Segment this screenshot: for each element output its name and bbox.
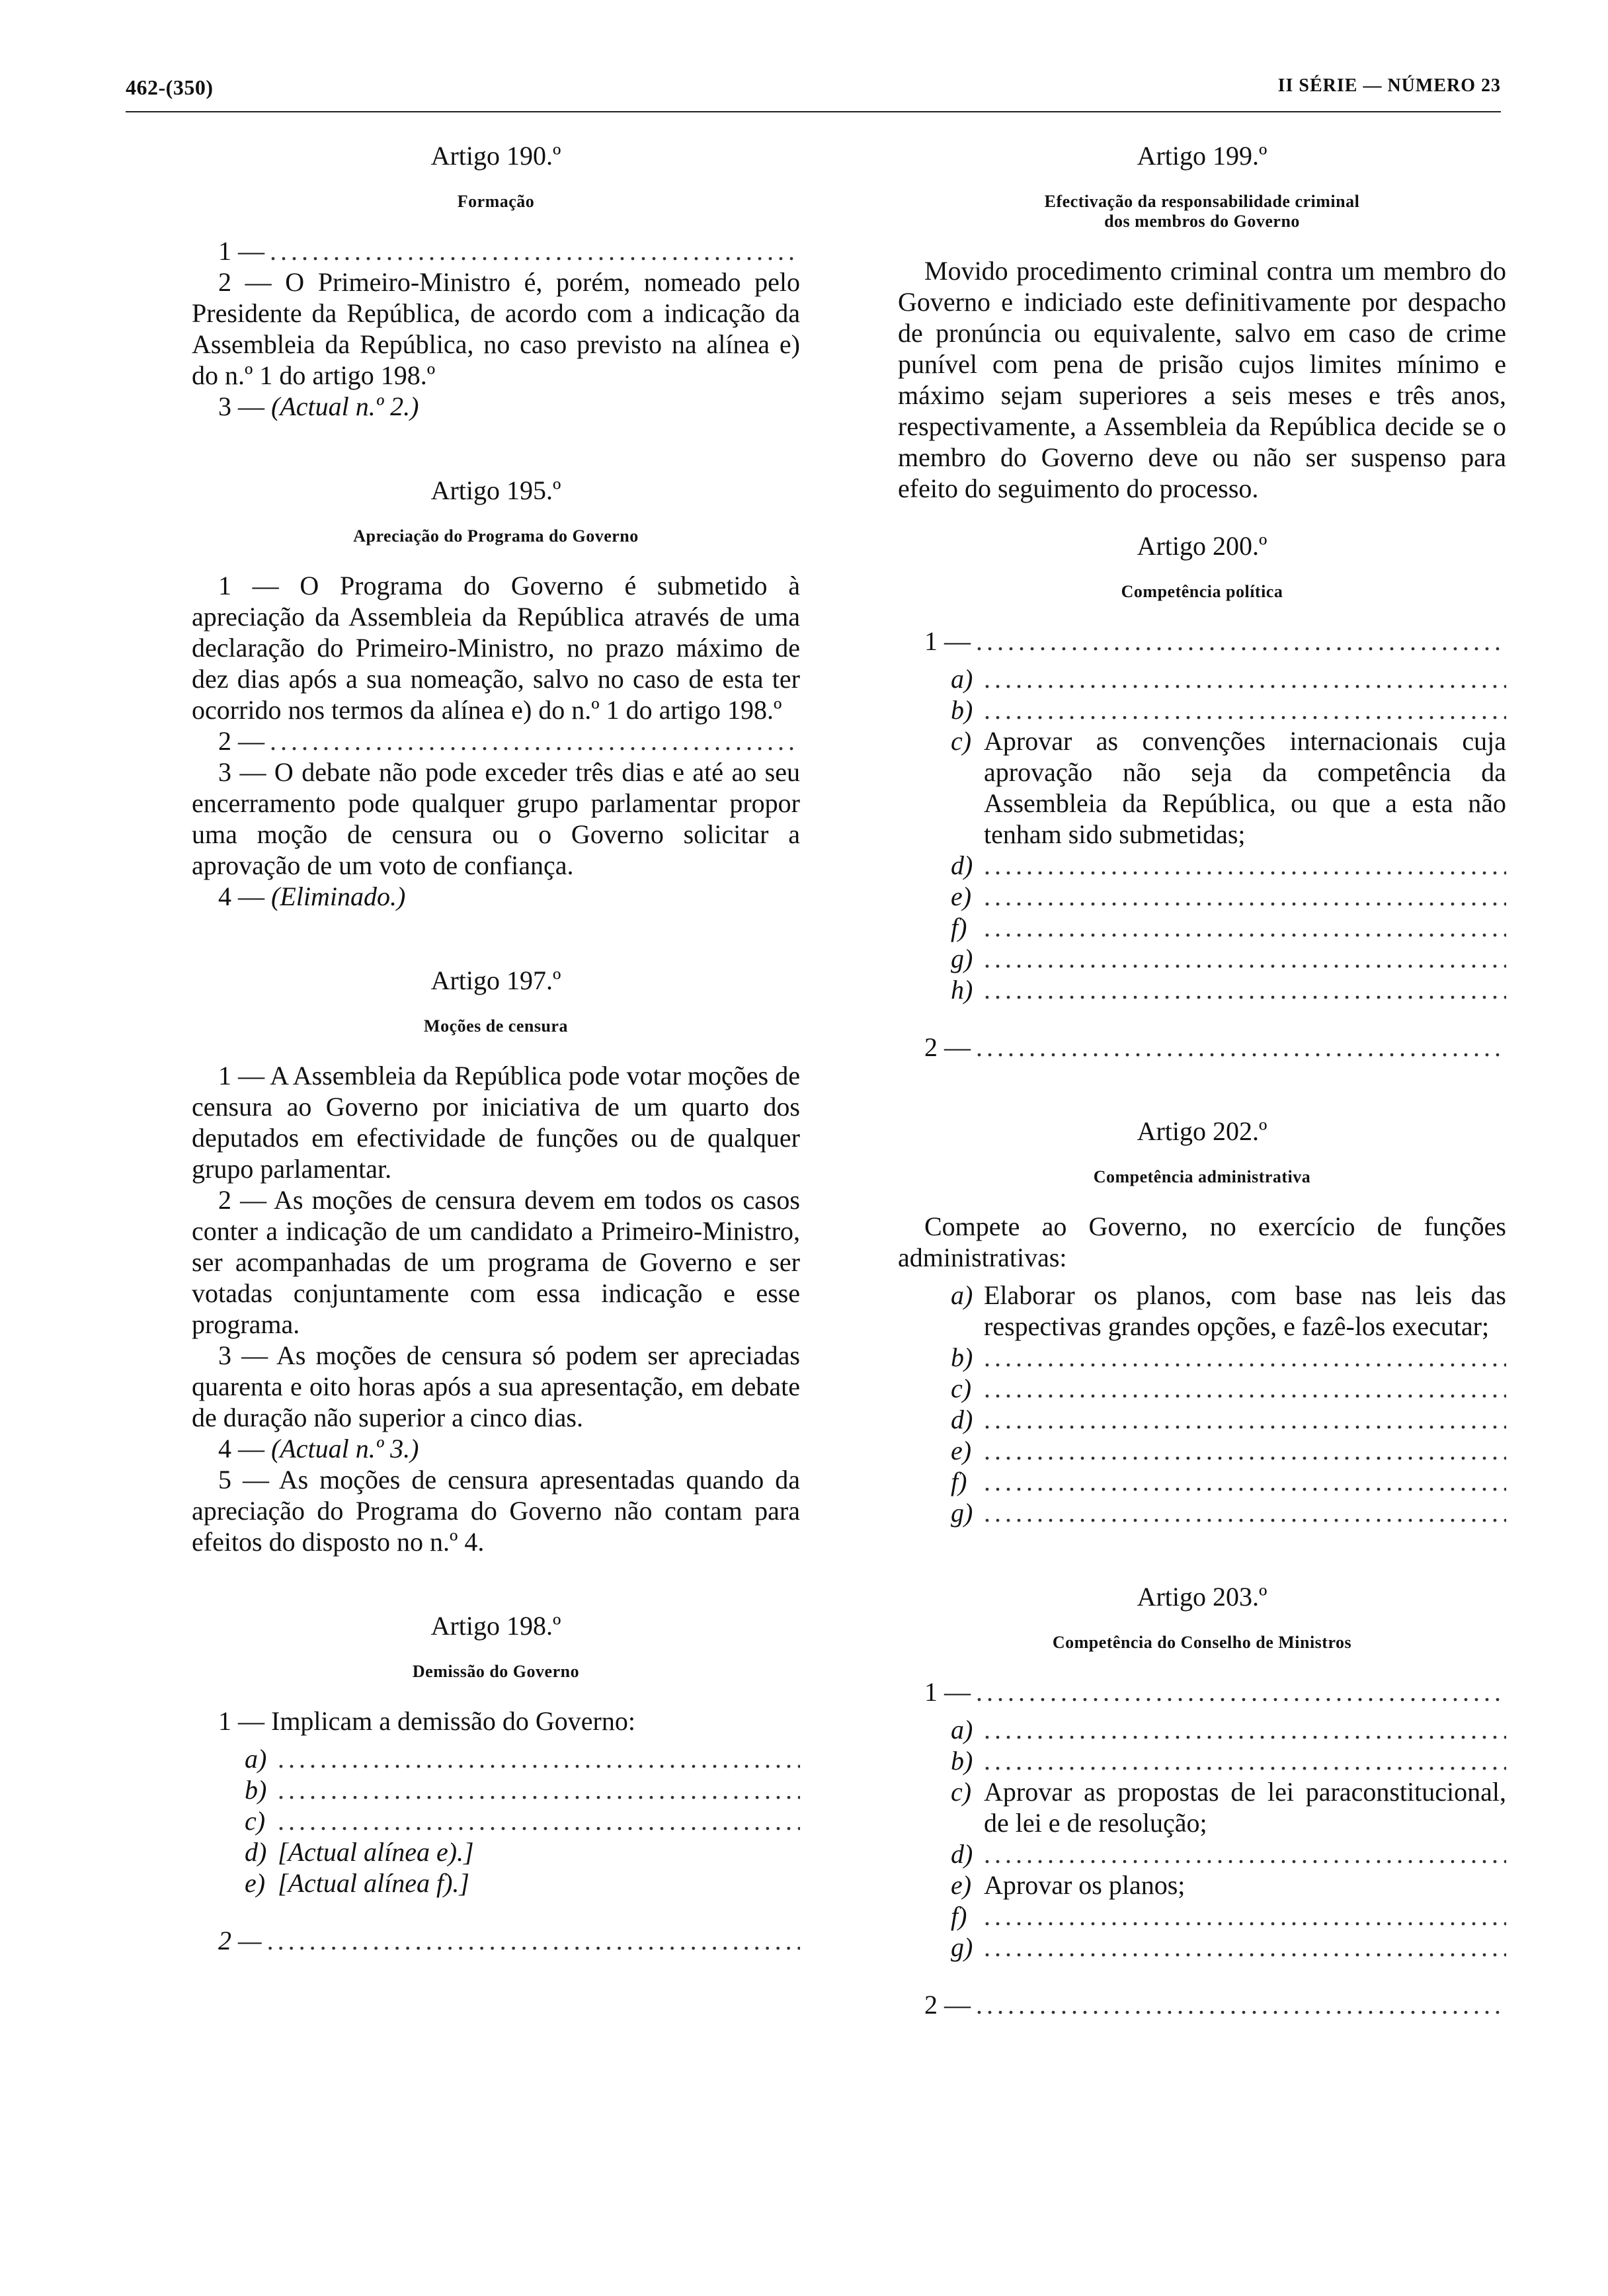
list-item	[245, 1836, 800, 1867]
list-item	[951, 663, 1506, 694]
item-key: g)	[951, 1498, 973, 1528]
paragraph-number: 3 —	[218, 391, 264, 421]
paragraph: 1 — O Programa do Governo é submetido à apreciação da Assembleia da República através de uma declaração do Primeiro-Ministro, no prazo máximo de dez dias após a sua nomeação, salvo no caso de esta ter ocorrido nos termos da alínea e) do n.º 1 do artigo 198.º	[192, 571, 800, 725]
paragraph-number: 2 —	[218, 1926, 262, 1955]
item-text: [Actual alínea f).]	[278, 1868, 469, 1898]
header-rule	[126, 111, 1501, 112]
paragraph: 3 — O debate não pode exceder três dias e até ao seu encerramento pode qualquer grupo parlamentar propor uma moção de censura ou o Governo solicitar a aprovação de um voto de confiança.	[192, 757, 800, 880]
list-item	[951, 943, 1506, 974]
article-190	[192, 140, 800, 422]
paragraph: Movido procedimento criminal contra um membro do Governo e indiciado este definitivamente por despacho de pronúncia ou equivalente, salvo em caso de crime punível com pena de prisão cujos limites mínimo e máximo sejam superiores a seis meses e três anos, respectivamente, a Assembleia da República decide se o membro do Governo deve ou não ser suspenso para efeito do seguimento do processo.	[898, 256, 1506, 503]
list-item	[951, 850, 1506, 881]
item-key: f)	[951, 1467, 967, 1496]
item-list	[898, 1714, 1506, 1963]
paragraph-number: 4 —	[218, 1434, 264, 1463]
item-key: b)	[245, 1775, 267, 1805]
item-key: f)	[951, 913, 967, 942]
article-subtitle: Formação	[457, 192, 535, 211]
list-item	[951, 1280, 1506, 1342]
list-item	[951, 1745, 1506, 1776]
article-203	[898, 1581, 1506, 2020]
dotted-paragraph	[898, 626, 1506, 657]
article-197	[192, 965, 800, 1557]
article-subtitle: Demissão do Governo	[412, 1662, 580, 1681]
list-item	[951, 1342, 1506, 1373]
item-list	[192, 1743, 800, 1899]
paragraph-note: (Actual n.º 2.)	[271, 391, 419, 421]
item-list	[898, 1280, 1506, 1528]
list-item	[245, 1774, 800, 1805]
article-subtitle: Competência política	[1121, 582, 1283, 601]
item-key: a)	[951, 1715, 973, 1744]
list-item	[951, 1497, 1506, 1528]
article-title: Artigo 200.º	[1137, 531, 1267, 561]
list-item	[951, 1714, 1506, 1745]
item-text: Aprovar as propostas de lei paraconstitucional, de lei e de resolução;	[984, 1777, 1506, 1838]
list-item	[951, 912, 1506, 943]
article-202	[898, 1116, 1506, 1528]
article-title: Artigo 198.º	[430, 1611, 561, 1641]
article-title: Artigo 199.º	[1137, 141, 1267, 171]
item-text: [Actual alínea e).]	[278, 1837, 474, 1867]
item-text: Aprovar as convenções internacionais cuja aprovação não seja da competência da Assembleia da República, ou que a esta não tenham sido submetidas;	[984, 726, 1506, 849]
item-key: c)	[951, 726, 972, 756]
item-key: d)	[951, 850, 973, 880]
list-item	[951, 1373, 1506, 1404]
paragraph-number: 1 —	[924, 626, 971, 656]
article-subtitle: Apreciação do Programa do Governo	[353, 526, 639, 546]
item-key: a)	[951, 664, 973, 694]
paragraph-note: (Actual n.º 3.)	[271, 1434, 419, 1463]
item-key: c)	[951, 1777, 972, 1807]
article-195	[192, 475, 800, 912]
paragraph: 1 — Implicam a demissão do Governo:	[218, 1706, 635, 1736]
item-key: h)	[951, 975, 973, 1004]
item-key: f)	[951, 1901, 967, 1931]
item-list	[898, 663, 1506, 1005]
item-key: c)	[245, 1806, 266, 1836]
paragraph	[192, 881, 800, 912]
list-item	[951, 1901, 1506, 1932]
dotted-paragraph	[192, 725, 800, 757]
item-key: d)	[951, 1405, 973, 1434]
item-key: a)	[951, 1280, 973, 1310]
list-item	[951, 1435, 1506, 1466]
article-title: Artigo 197.º	[430, 965, 561, 995]
list-item	[951, 1932, 1506, 1963]
page-number: 462-(350)	[126, 75, 214, 99]
list-item	[951, 881, 1506, 912]
article-subtitle: Efectivação da responsabilidade criminal	[1044, 192, 1360, 211]
list-item	[951, 1466, 1506, 1497]
paragraph-note: (Eliminado.)	[271, 882, 406, 911]
item-key: g)	[951, 1932, 973, 1962]
article-199	[898, 140, 1506, 504]
article-title: Artigo 202.º	[1137, 1116, 1267, 1146]
paragraph-number: 1 —	[218, 236, 264, 266]
paragraph-number: 2 —	[218, 726, 264, 756]
article-200	[898, 530, 1506, 1063]
item-key: b)	[951, 695, 973, 725]
paragraph-number: 4 —	[218, 882, 264, 911]
list-item	[951, 974, 1506, 1005]
item-key: b)	[951, 1746, 973, 1776]
list-item	[951, 1869, 1506, 1901]
paragraph: 3 — As moções de censura só podem ser apreciadas quarenta e oito horas após a sua apresentação, em debate de duração não superior a cinco dias.	[192, 1340, 800, 1432]
dotted-paragraph	[898, 1989, 1506, 2020]
paragraph: 2 — O Primeiro-Ministro é, porém, nomeado pelo Presidente da República, de acordo com a indicação da Assembleia da República, no caso previsto na alínea e) do n.º 1 do artigo 198.º	[192, 267, 800, 390]
item-key: c)	[951, 1374, 972, 1403]
item-key: e)	[245, 1868, 266, 1898]
dotted-paragraph	[898, 1676, 1506, 1707]
paragraph-number: 2 —	[924, 1032, 971, 1062]
paragraph: 5 — As moções de censura apresentadas quando da apreciação do Programa do Governo não contam para efeitos do disposto no n.º 4.	[192, 1465, 800, 1557]
item-key: e)	[951, 1870, 972, 1900]
item-text: Elaborar os planos, com base nas leis das respectivas grandes opções, e fazê-los executar;	[984, 1280, 1506, 1341]
list-item	[245, 1805, 800, 1836]
item-key: e)	[951, 882, 972, 911]
list-item	[951, 1776, 1506, 1838]
paragraph: 2 — As moções de censura devem em todos os casos conter a indicação de um candidato a Primeiro-Ministro, ser acompanhadas de um programa de Governo e ser votadas conjuntamente com essa indicação e esse programa.	[192, 1185, 800, 1339]
list-item	[951, 1838, 1506, 1869]
series-header: II SÉRIE — NÚMERO 23	[1277, 75, 1501, 96]
article-title: Artigo 195.º	[430, 475, 561, 505]
dotted-paragraph	[898, 1032, 1506, 1063]
list-item	[245, 1867, 800, 1899]
item-key: e)	[951, 1436, 972, 1465]
list-item	[245, 1743, 800, 1774]
item-key: d)	[245, 1837, 267, 1867]
article-title: Artigo 203.º	[1137, 1582, 1267, 1612]
item-key: b)	[951, 1342, 973, 1372]
paragraph	[192, 391, 800, 422]
item-key: a)	[245, 1744, 267, 1774]
article-198	[192, 1610, 800, 1956]
article-subtitle: Competência do Conselho de Ministros	[1052, 1633, 1352, 1652]
dotted-paragraph	[192, 1925, 800, 1956]
article-title: Artigo 190.º	[430, 141, 561, 171]
list-item	[951, 694, 1506, 725]
article-subtitle: dos membros do Governo	[1104, 212, 1300, 231]
paragraph: 1 — A Assembleia da República pode votar moções de censura ao Governo por iniciativa de um quarto dos deputados em efectividade de funções ou de qualquer grupo parlamentar.	[192, 1061, 800, 1184]
left-column	[192, 140, 800, 1956]
paragraph	[192, 1433, 800, 1464]
list-item	[951, 1404, 1506, 1435]
dotted-paragraph	[192, 235, 800, 266]
item-key: g)	[951, 944, 973, 973]
article-subtitle: Moções de censura	[424, 1016, 568, 1036]
item-text: Aprovar os planos;	[984, 1870, 1186, 1900]
right-column	[898, 140, 1506, 2020]
paragraph-number: 2 —	[924, 1990, 971, 2020]
paragraph: Compete ao Governo, no exercício de funções administrativas:	[898, 1211, 1506, 1272]
item-key: d)	[951, 1839, 973, 1869]
article-subtitle: Competência administrativa	[1093, 1167, 1311, 1186]
paragraph-number: 1 —	[924, 1677, 971, 1707]
list-item	[951, 725, 1506, 850]
